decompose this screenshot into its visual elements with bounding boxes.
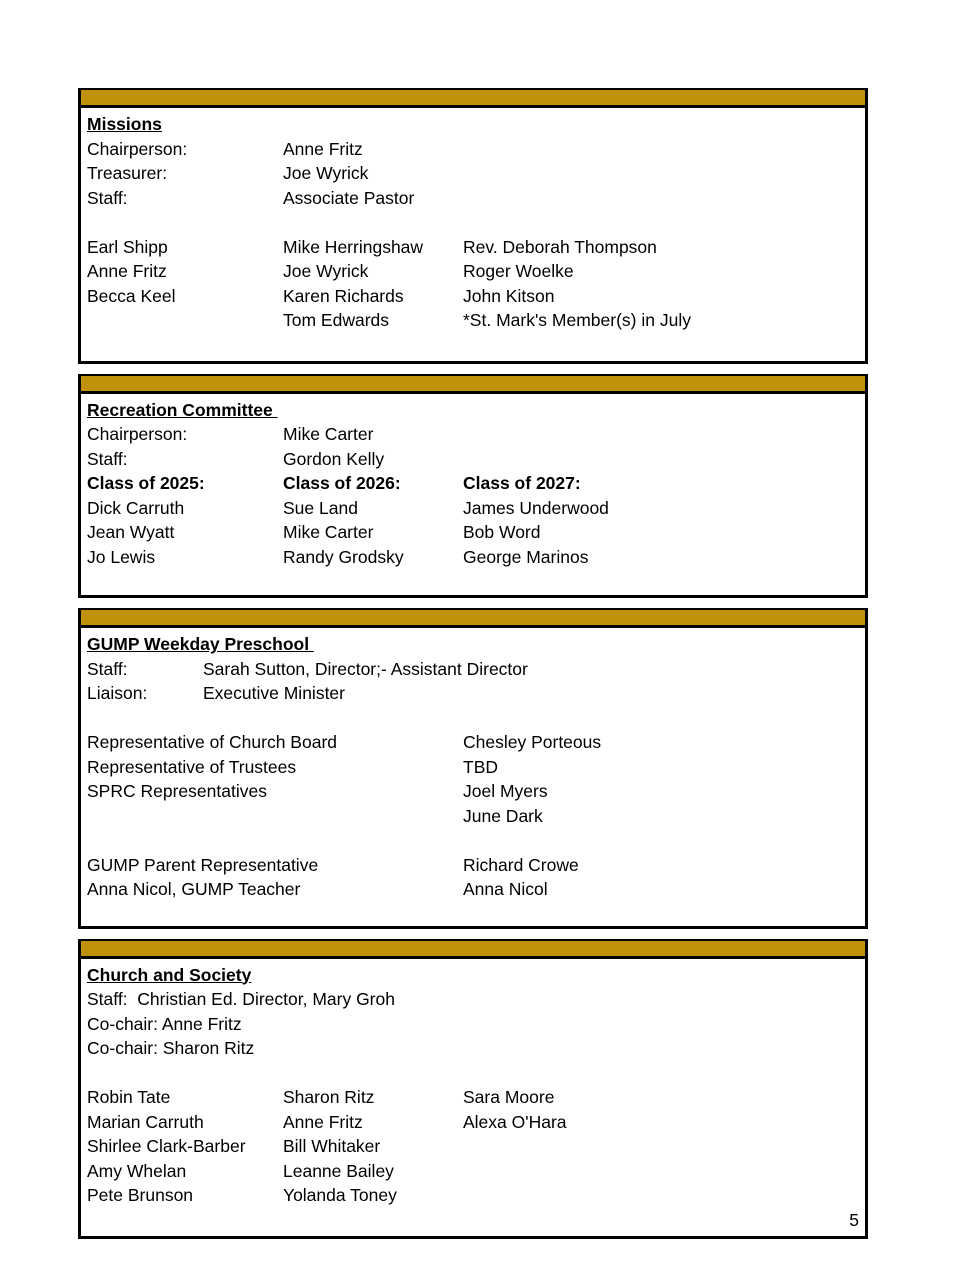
role-row — [81, 447, 865, 472]
member-row — [81, 308, 865, 333]
class-header-row — [81, 471, 865, 496]
page-number-row — [81, 1208, 865, 1233]
member-name: George Marinos — [463, 546, 589, 567]
section-title-row — [81, 398, 865, 423]
role-row — [81, 161, 865, 186]
representative-label: Representative of Church Board — [87, 732, 337, 752]
section-body-recreation — [81, 394, 865, 596]
member-row — [81, 1159, 865, 1184]
role-label: Staff: — [87, 187, 128, 208]
representative-value: June Dark — [463, 805, 543, 826]
section-header-bar-gump — [81, 610, 865, 628]
role-label: Treasurer: — [87, 163, 168, 183]
representative-row — [81, 730, 865, 755]
member-name: Earl Shipp — [87, 236, 168, 257]
representative-label: SPRC Representatives — [87, 781, 267, 801]
role-row — [81, 186, 865, 211]
section-gump-weekday-preschool — [78, 608, 868, 929]
class-header-2025: Class of 2025: — [87, 473, 205, 493]
section-header-bar-church — [81, 941, 865, 959]
committee-sections — [78, 88, 868, 1249]
section-title-recreation: Recreation Committee — [87, 399, 278, 420]
section-body-gump — [81, 628, 865, 926]
member-name: Rev. Deborah Thompson — [463, 236, 657, 257]
member-name: Dick Carruth — [87, 497, 185, 518]
section-title-row — [81, 112, 865, 137]
representative-row — [81, 779, 865, 804]
representative-label: Representative of Trustees — [87, 756, 297, 777]
member-name: Pete Brunson — [87, 1185, 194, 1205]
section-title-row — [81, 632, 865, 657]
representative-row — [81, 877, 865, 902]
representative-row — [81, 755, 865, 780]
member-row — [81, 259, 865, 284]
role-label: Chairperson: — [87, 138, 188, 159]
role-label: Staff: — [87, 448, 128, 469]
representative-label: Anna Nicol, GUMP Teacher — [87, 879, 301, 899]
member-name: John Kitson — [463, 285, 555, 306]
role-value: Mike Carter — [283, 424, 374, 444]
class-header-2026: Class of 2026: — [283, 473, 401, 493]
representative-label: GUMP Parent Representative — [87, 854, 319, 875]
blank-row — [81, 210, 865, 235]
co-chair-line: Co-chair: Sharon Ritz — [87, 1038, 255, 1058]
role-label: Staff: — [87, 658, 128, 679]
member-row — [81, 1110, 865, 1135]
section-recreation-committee — [78, 374, 868, 599]
role-label: Liaison: — [87, 683, 148, 703]
member-name: Roger Woelke — [463, 261, 574, 281]
member-row — [81, 284, 865, 309]
member-name: Becca Keel — [87, 285, 176, 306]
role-label: Chairperson: — [87, 424, 188, 444]
member-name: Marian Carruth — [87, 1111, 204, 1132]
co-chair-line: Co-chair: Anne Fritz — [87, 1013, 242, 1034]
role-value: Sarah Sutton, Director;- Assistant Director — [203, 658, 528, 679]
member-name: Joe Wyrick — [283, 261, 369, 281]
member-name: Anne Fritz — [87, 261, 167, 281]
member-row — [81, 235, 865, 260]
section-body-missions — [81, 108, 865, 361]
role-row — [81, 1012, 865, 1037]
section-body-church — [81, 959, 865, 1237]
member-name: James Underwood — [463, 497, 609, 518]
member-name: Yolanda Toney — [283, 1185, 397, 1205]
member-name: Sara Moore — [463, 1087, 555, 1107]
member-row — [81, 1183, 865, 1208]
role-value: Joe Wyrick — [283, 163, 369, 183]
member-name: Anne Fritz — [283, 1111, 363, 1132]
blank-row — [81, 1061, 865, 1086]
member-name: Shirlee Clark-Barber — [87, 1136, 246, 1156]
representative-value: Richard Crowe — [463, 854, 579, 875]
representative-value: Chesley Porteous — [463, 732, 602, 752]
section-missions — [78, 88, 868, 364]
member-name: Bob Word — [463, 522, 541, 542]
section-title-missions: Missions — [87, 114, 162, 134]
page-number: 5 — [849, 1210, 859, 1230]
member-row — [81, 496, 865, 521]
section-header-bar-missions — [81, 90, 865, 108]
role-row — [81, 422, 865, 447]
member-name: Randy Grodsky — [283, 546, 404, 567]
member-footnote: *St. Mark's Member(s) in July — [463, 310, 691, 330]
member-name: Mike Carter — [283, 522, 374, 542]
member-name: Karen Richards — [283, 285, 404, 306]
class-header-2027: Class of 2027: — [463, 473, 581, 493]
role-row — [81, 987, 865, 1012]
role-row — [81, 1036, 865, 1061]
blank-row — [81, 828, 865, 853]
section-church-and-society — [78, 939, 868, 1240]
member-row — [81, 520, 865, 545]
member-name: Jean Wyatt — [87, 522, 175, 542]
representative-value: TBD — [463, 756, 498, 777]
member-name: Bill Whitaker — [283, 1136, 381, 1156]
section-header-bar-recreation — [81, 376, 865, 394]
member-name: Robin Tate — [87, 1087, 171, 1107]
section-title-church-and-society: Church and Society — [87, 964, 252, 985]
member-row — [81, 1134, 865, 1159]
blank-row — [81, 706, 865, 731]
role-value: Anne Fritz — [283, 138, 363, 159]
staff-line: Staff: Christian Ed. Director, Mary Groh — [87, 989, 395, 1009]
role-value: Associate Pastor — [283, 187, 415, 208]
section-title-gump: GUMP Weekday Preschool — [87, 634, 314, 654]
representative-row — [81, 804, 865, 829]
member-name: Mike Herringshaw — [283, 236, 424, 257]
member-name: Amy Whelan — [87, 1160, 187, 1181]
representative-value: Anna Nicol — [463, 879, 548, 899]
role-row — [81, 681, 865, 706]
member-name: Tom Edwards — [283, 310, 390, 330]
role-row — [81, 137, 865, 162]
representative-value: Joel Myers — [463, 781, 548, 801]
role-row — [81, 657, 865, 682]
section-title-row — [81, 963, 865, 988]
member-name: Sharon Ritz — [283, 1087, 375, 1107]
member-name: Alexa O'Hara — [463, 1111, 567, 1132]
member-name: Leanne Bailey — [283, 1160, 394, 1181]
member-row — [81, 1085, 865, 1110]
member-row — [81, 545, 865, 570]
role-value: Executive Minister — [203, 683, 345, 703]
role-value: Gordon Kelly — [283, 448, 385, 469]
member-name: Jo Lewis — [87, 546, 156, 567]
member-name: Sue Land — [283, 497, 358, 518]
representative-row — [81, 853, 865, 878]
